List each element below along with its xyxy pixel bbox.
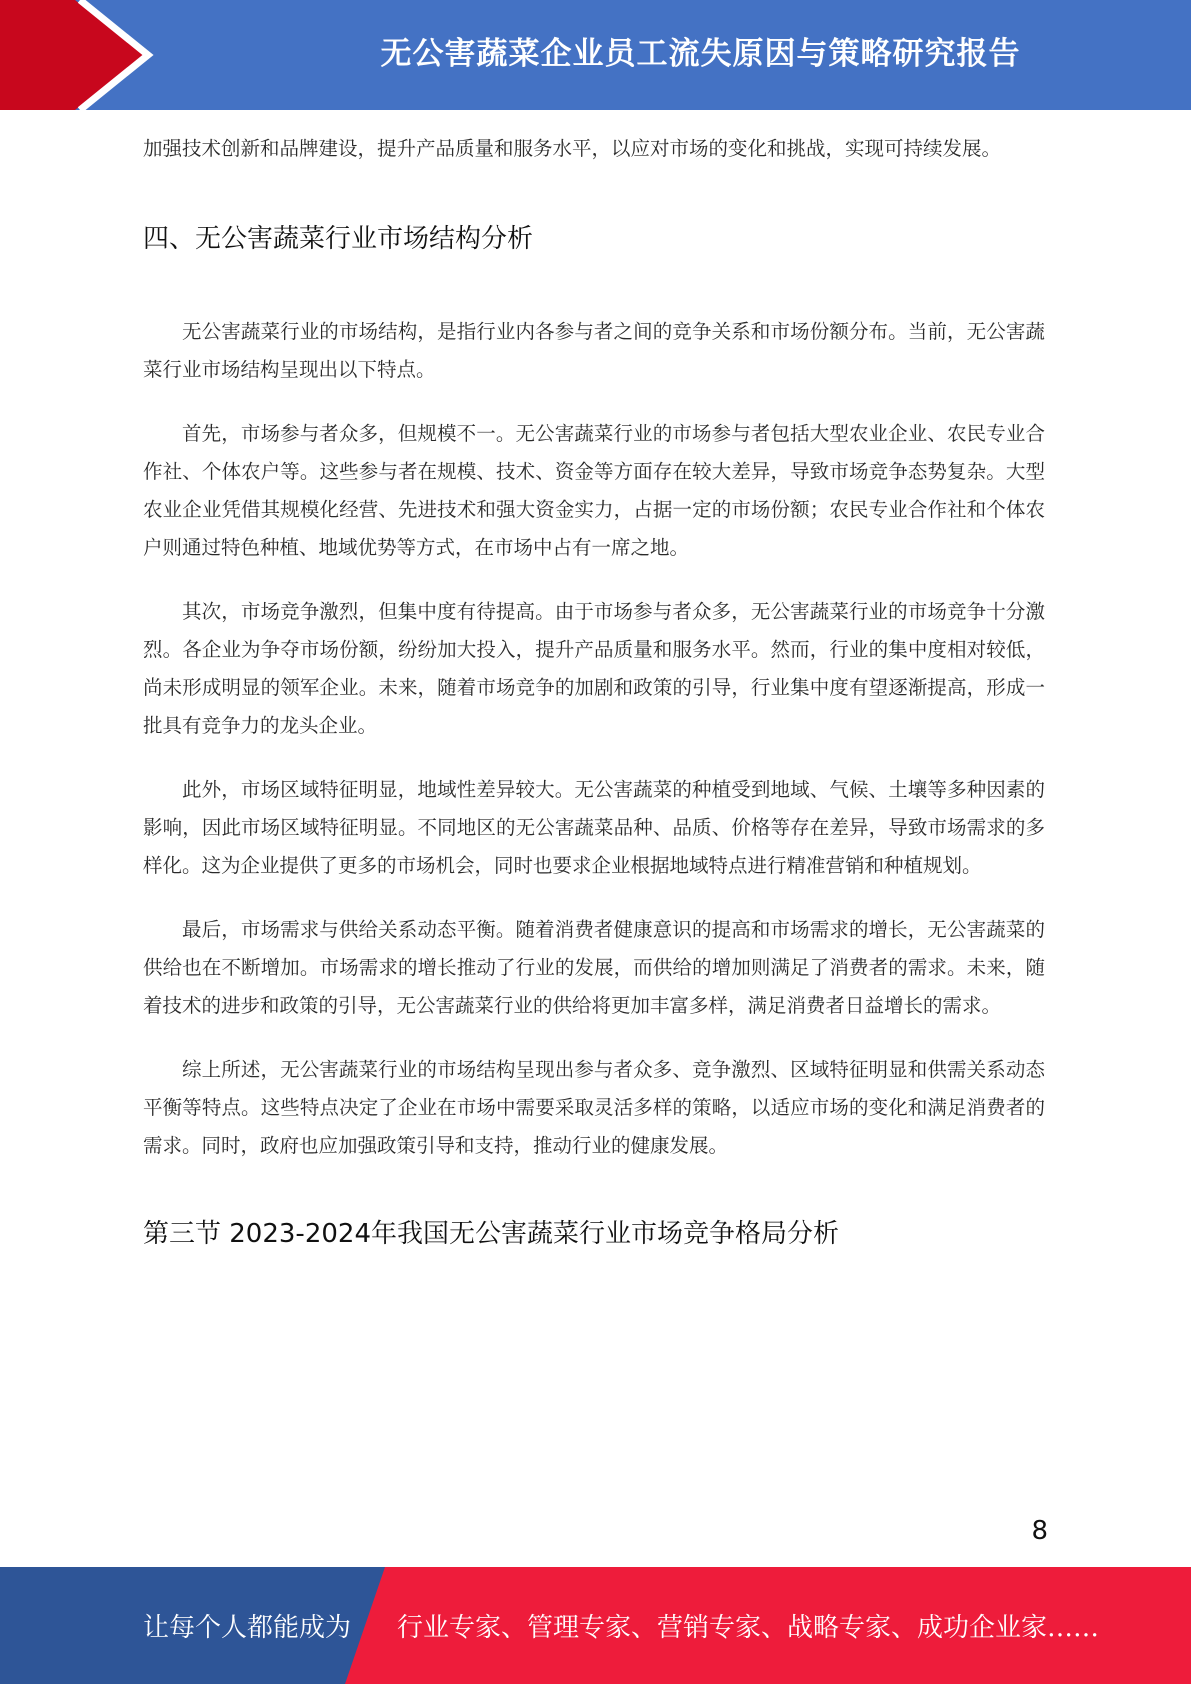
paragraph-1: 无公害蔬菜行业的市场结构，是指行业内各参与者之间的竞争关系和市场份额分布。当前，无公害蔬菜行业市场结构呈现出以下特点。 (143, 320, 1045, 381)
paragraph-5: 最后，市场需求与供给关系动态平衡。随着消费者健康意识的提高和市场需求的增长，无公害蔬菜的供给也在不断增加。市场需求的增长推动了行业的发展，而供给的增加则满足了消费者的需求。未来，随着技术的进步和政策的引导，无公害蔬菜行业的供给将更加丰富多样，满足消费者日益增长的需求。 (143, 918, 1045, 1017)
page-number: 8 (1031, 1516, 1048, 1546)
section-heading: 四、无公害蔬菜行业市场结构分析 (143, 224, 534, 254)
intro-continuation: 加强技术创新和品牌建设，提升产品质量和服务水平，以应对市场的变化和挑战，实现可持续发展。 (143, 137, 1002, 160)
page-footer (0, 1567, 1191, 1684)
page-content (143, 130, 1045, 1250)
subsection-heading: 第三节 2023-2024年我国无公害蔬菜行业市场竞争格局分析 (143, 1219, 839, 1249)
report-title: 无公害蔬菜企业员工流失原因与策略研究报告 (380, 35, 1021, 72)
paragraph-2: 首先，市场参与者众多，但规模不一。无公害蔬菜行业的市场参与者包括大型农业企业、农民专业合作社、个体农户等。这些参与者在规模、技术、资金等方面存在较大差异，导致市场竞争态势复杂。大型农业企业凭借其规模化经营、先进技术和强大资金实力，占据一定的市场份额；农民专业合作社和个体农户则通过特色种植、地域优势等方式，在市场中占有一席之地。 (143, 422, 1045, 559)
footer-slogan-left: 让每个人都能成为 (143, 1613, 352, 1643)
footer-slogan-right: 行业专家、管理专家、营销专家、战略专家、成功企业家…… (397, 1613, 1100, 1643)
paragraph-3: 其次，市场竞争激烈，但集中度有待提高。由于市场参与者众多，无公害蔬菜行业的市场竞争十分激烈。各企业为争夺市场份额，纷纷加大投入，提升产品质量和服务水平。然而，行业的集中度相对较低，尚未形成明显的领军企业。未来，随着市场竞争的加剧和政策的引导，行业集中度有望逐渐提高，形成一批具有竞争力的龙头企业。 (143, 600, 1045, 737)
paragraph-4: 此外，市场区域特征明显，地域性差异较大。无公害蔬菜的种植受到地域、气候、土壤等多种因素的影响，因此市场区域特征明显。不同地区的无公害蔬菜品种、品质、价格等存在差异，导致市场需求的多样化。这为企业提供了更多的市场机会，同时也要求企业根据地域特点进行精准营销和种植规划。 (143, 778, 1045, 877)
page-header (0, 0, 1191, 110)
paragraph-6: 综上所述，无公害蔬菜行业的市场结构呈现出参与者众多、竞争激烈、区域特征明显和供需关系动态平衡等特点。这些特点决定了企业在市场中需要采取灵活多样的策略，以适应市场的变化和满足消费者的需求。同时，政府也应加强政策引导和支持，推动行业的健康发展。 (143, 1058, 1045, 1157)
